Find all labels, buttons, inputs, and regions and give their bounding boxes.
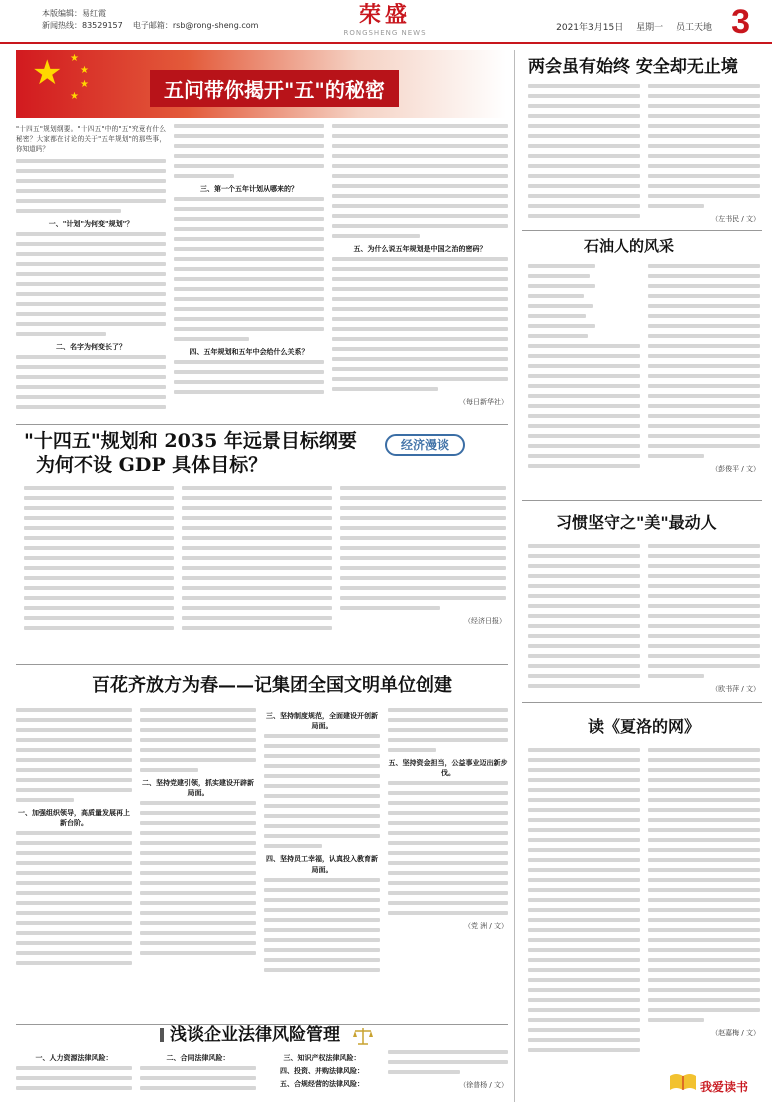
text-lines bbox=[16, 355, 166, 409]
scales-of-justice-icon bbox=[352, 1026, 374, 1046]
text-lines bbox=[528, 544, 640, 688]
hotline: 新闻热线：83529157 bbox=[42, 21, 123, 30]
article2-column-1 bbox=[24, 486, 174, 644]
article5-column-1 bbox=[528, 84, 640, 228]
article8-column-1 bbox=[528, 748, 640, 1068]
article4-subheading-1: 一、人力资源法律风险： bbox=[35, 1054, 113, 1062]
article1-column-2 bbox=[174, 124, 324, 420]
open-book-icon bbox=[668, 1070, 698, 1094]
text-lines bbox=[16, 1066, 132, 1090]
article6-column-1 bbox=[528, 264, 640, 490]
text-lines bbox=[388, 781, 508, 915]
article4-subheading-4: 四、投资、并购法律风险： bbox=[280, 1067, 364, 1076]
article1-subheading-1: 一、"计划"为何变"规划"？ bbox=[48, 219, 134, 228]
text-lines bbox=[388, 708, 508, 752]
article7-title: 习惯坚守之"美"最动人 bbox=[556, 513, 717, 532]
text-lines bbox=[16, 708, 132, 802]
article1-column-1 bbox=[16, 124, 166, 420]
page-number: 3 bbox=[731, 3, 750, 41]
article3-subheading-4: 四、坚持员工幸福，认真投入教育新局面。 bbox=[266, 855, 378, 874]
article4-subheading-3: 三、知识产权法律风险： bbox=[283, 1054, 361, 1062]
article3-subheading-2: 二、坚持党建引领，抓实建设开辟新局面。 bbox=[142, 779, 254, 798]
issue-weekday: 星期一 bbox=[636, 23, 664, 33]
divider bbox=[522, 230, 762, 231]
article2-column-3 bbox=[340, 486, 506, 644]
text-lines bbox=[174, 124, 324, 178]
text-lines bbox=[16, 831, 132, 965]
article1-subheading-2: 二、名字为何变长了？ bbox=[56, 342, 126, 351]
column-divider bbox=[514, 50, 515, 1102]
text-lines bbox=[528, 84, 640, 218]
article2-badge: 经济漫谈 bbox=[385, 434, 465, 456]
article1-intro: "十四五"规划纲要。"十四五"中的"五"究竟有什么秘密？大家都在讨论的关于"五年规划"的那些事，你知道吗？ bbox=[16, 125, 166, 154]
article1-author: （每日新华社） bbox=[459, 398, 508, 407]
text-lines bbox=[648, 748, 760, 1022]
footer-tag: 我爱读书 bbox=[700, 1080, 749, 1094]
text-lines bbox=[340, 486, 506, 610]
article8-column-2 bbox=[648, 748, 760, 1048]
article5-column-2 bbox=[648, 84, 760, 228]
article7-author: （欧书萍 / 文） bbox=[711, 685, 760, 693]
article3-subheading-5: 五、坚持资金担当，公益事业迈出新步伐。 bbox=[388, 759, 508, 778]
small-star-icon: ★ bbox=[70, 91, 79, 102]
article1-title: 五问带你揭开"五"的秘密 bbox=[150, 70, 399, 107]
masthead bbox=[0, 0, 772, 44]
editor-line: 本版编辑：易红霞 bbox=[42, 9, 106, 18]
article3-column-1 bbox=[16, 708, 132, 1008]
divider bbox=[522, 702, 762, 703]
article8-title: 读《夏洛的网》 bbox=[588, 717, 701, 736]
article7-column-2 bbox=[648, 544, 760, 694]
masthead-date bbox=[546, 20, 712, 33]
text-lines bbox=[140, 1066, 256, 1090]
text-lines bbox=[264, 734, 380, 848]
small-star-icon: ★ bbox=[80, 65, 89, 76]
article2-title-line2: 为何不设 GDP 具体目标？ bbox=[36, 454, 268, 476]
article6-title: 石油人的风采 bbox=[584, 237, 675, 255]
article2-column-2 bbox=[182, 486, 332, 644]
text-lines bbox=[332, 257, 508, 391]
article4-author: （徐普杨 / 文） bbox=[459, 1081, 508, 1089]
issue-date: 2021年3月15日 bbox=[556, 23, 624, 33]
small-star-icon: ★ bbox=[80, 79, 89, 90]
article3-title: 百花齐放方为春——记集团全国文明单位创建 bbox=[92, 675, 452, 696]
article6-author: （彭俊平 / 文） bbox=[711, 465, 760, 473]
article4-column-2 bbox=[140, 1050, 256, 1100]
article1-subheading-3: 三、第一个五年计划从哪来的？ bbox=[200, 185, 298, 193]
article4-column-1 bbox=[16, 1050, 132, 1100]
divider bbox=[16, 664, 508, 665]
text-lines bbox=[174, 197, 324, 341]
article6-column-2 bbox=[648, 264, 760, 490]
text-lines bbox=[648, 544, 760, 678]
text-lines bbox=[264, 878, 380, 972]
article3-author: （党 洲 / 文） bbox=[463, 922, 508, 931]
text-lines bbox=[16, 232, 166, 336]
text-lines bbox=[140, 801, 256, 955]
article5-title: 两会虽有始终 安全却无止境 bbox=[528, 57, 738, 77]
article4-subheading-5: 五、合规经营的法律风险： bbox=[280, 1080, 364, 1089]
section-name: 员工天地 bbox=[675, 23, 712, 33]
article7-column-1 bbox=[528, 544, 640, 694]
article3-column-2 bbox=[140, 708, 256, 1008]
article3-subheading-3: 三、坚持制度规范，全面建设开创新局面。 bbox=[266, 712, 378, 731]
text-lines bbox=[648, 264, 760, 458]
text-lines bbox=[140, 708, 256, 772]
text-lines bbox=[24, 486, 174, 630]
article3-column-3 bbox=[264, 708, 380, 1008]
article2-title-line1: "十四五"规划和 2035 年远景目标纲要 bbox=[24, 430, 357, 452]
article5-author: （左书民 / 文） bbox=[711, 215, 760, 223]
article4-title: 浅谈企业法律风险管理 bbox=[170, 1025, 340, 1045]
article1-subheading-5: 五、为什么说五年规划是中国之治的密码？ bbox=[353, 245, 487, 253]
article4-column-4 bbox=[388, 1050, 508, 1100]
logo-subtext: RONGSHENG NEWS bbox=[343, 29, 427, 37]
text-lines bbox=[528, 748, 640, 1052]
text-lines bbox=[182, 486, 332, 630]
text-lines bbox=[16, 159, 166, 213]
article3-column-4 bbox=[388, 708, 508, 1008]
newspaper-logo bbox=[330, 2, 440, 42]
text-lines bbox=[332, 124, 508, 238]
small-star-icon: ★ bbox=[70, 53, 79, 64]
article1-subheading-4: 四、五年规划和五年中会给什么关系？ bbox=[189, 348, 309, 357]
article3-subheading-1: 一、加强组织领导，高质量发展再上新台阶。 bbox=[18, 809, 130, 828]
title-marker-icon bbox=[160, 1028, 164, 1042]
text-lines bbox=[174, 360, 324, 394]
article4-column-3 bbox=[264, 1050, 380, 1100]
article8-author: （赵嘉梅 / 文） bbox=[711, 1029, 760, 1037]
large-star-icon: ★ bbox=[32, 53, 63, 93]
email: 电子邮箱：rsb@rong-sheng.com bbox=[132, 21, 259, 30]
article4-subheading-2: 二、合同法律风险： bbox=[166, 1054, 230, 1062]
divider bbox=[16, 424, 508, 425]
divider bbox=[522, 500, 762, 501]
article2-author: （经济日报） bbox=[464, 617, 506, 625]
text-lines bbox=[648, 84, 760, 208]
text-lines bbox=[388, 1050, 508, 1074]
text-lines bbox=[528, 264, 640, 468]
masthead-info bbox=[42, 8, 258, 32]
article1-column-3 bbox=[332, 124, 508, 420]
logo-text: 荣盛 bbox=[358, 2, 411, 28]
